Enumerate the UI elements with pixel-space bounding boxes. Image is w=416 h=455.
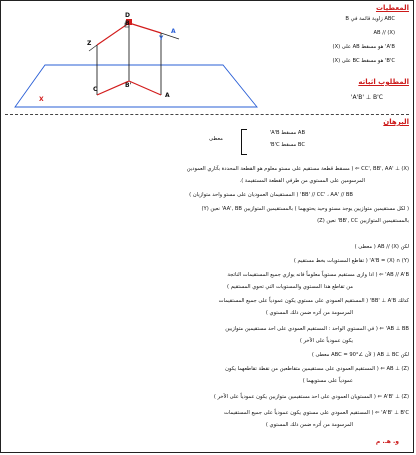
label-x: X [39,96,44,103]
proof-line-7: (Y) ∩ (X) = A'B' ( تقاطع المستويات بخط مستقيم ) [293,258,409,264]
proof-line-6: لكن AB // (X) ( معطى ) [354,244,409,250]
proof-line-19: المرسومة من أثره ضمن ذلك المستوي ) [265,422,353,428]
proof-line-14: لكن AB ⊥ BC ( لأن ∠ABC = 90° معطى ) [311,352,409,358]
given-line-4: B'C' هو مسقط BC على (X) [332,58,395,64]
proof-line-8: AB // A'B' ⇐ ( اذا وازى مستقيم مستوياً معلوماً فانه يوازي جميع المستقيمات الناتجة [227,272,409,278]
proof-line-18: A'B' ⊥ B'C' ⇐ ( المستقيم العمودي على مستوي يكون عمودياً على جميع المستقيمات [223,410,409,416]
heading-proof: البرهان [383,118,409,126]
label-z: Z [87,40,92,47]
proof-top-given: معطى [209,136,223,142]
geometry-figure [9,11,259,111]
qed-mark: و. هـ. م [375,438,399,445]
given-line-1: ABC زاوية قائمة في B [345,16,395,22]
label-a-bottom: A [165,92,170,99]
proof-line-15: AB ⊥ (Z) ⇐ ( المستقيم العمودي على مستقيمين متقاطعين من نقطة تقاطعهما يكون [225,366,409,372]
proof-top-line-2: BC مسقط B'C' [269,142,305,148]
label-b: B [125,20,130,27]
divider [5,114,409,115]
label-c: C [93,86,98,93]
proof-line-3: BB' // CC' ، AA' // BB' ( المستقيمان العموديان على مستو واحد متوازيان ) [189,192,353,198]
segment-ab [129,23,161,33]
proof-line-17: A'B' ⊥ (Z) ⇐ ( المستويان العمودي على احد مستقيمين متوازيين يكون عمودياً على الآخر ) [213,394,409,400]
proof-top-line-1: AB مسقط A'B' [269,130,305,136]
proof-line-5: بالمستقيمين المتوازيين BB', CC' نعين (Z) [317,218,409,224]
given-line-2: AB // (X) [373,30,395,36]
proof-line-16: عمودياً على مستويهما ) [302,378,353,384]
proof-line-4: ( لكل مستقيمين متوازيين يوجد مستو وحيد يحتويهما ) بالمستقيمين المتوازيين AA', BB' نعين (Y) [201,206,409,212]
proof-line-1: CC', BB', AA' ⊥ (X) ⇐ ( مسقط قطعة مستقيم على مستو معلوم هو القطعة المحددة بآثاري العمودين [186,166,409,172]
proof-line-11: المرسومة من أثره ضمن ذلك المستوي ) [265,310,353,316]
label-b-prime: B' [125,82,132,89]
heading-givens: المعطيات [375,4,409,12]
proof-line-12: AB ⊥ BB' ⇐ ( في المستوي الواحد : المستقيم العمودي على احد مستقيمين متوازيين [225,326,409,332]
proof-line-10: كذلك BB' ⊥ A'B' ( المستقيم العمودي على مستوي يكون عمودياً على جميع المستقيمات [218,298,409,304]
label-y: Y [159,35,164,42]
heading-required: المطلوب اثباته [358,78,409,86]
label-d: D [125,12,130,19]
proof-line-2: المرسومين على المستوي من طرفي القطعة المستقيمة ). [239,178,365,184]
required-statement: A'B' ⊥ B'C' [350,94,383,101]
given-line-3: A'B' هو مسقط AB على (X) [332,44,395,50]
plane-x [15,65,257,107]
label-a: A [171,28,176,35]
proof-line-13: يكون عمودياً على الآخر ) [299,338,353,344]
segment-apbp [129,81,161,95]
proof-line-9: من تقاطع هذا المستوي والمستويات التي تحوي المستقيم ) [227,284,353,290]
